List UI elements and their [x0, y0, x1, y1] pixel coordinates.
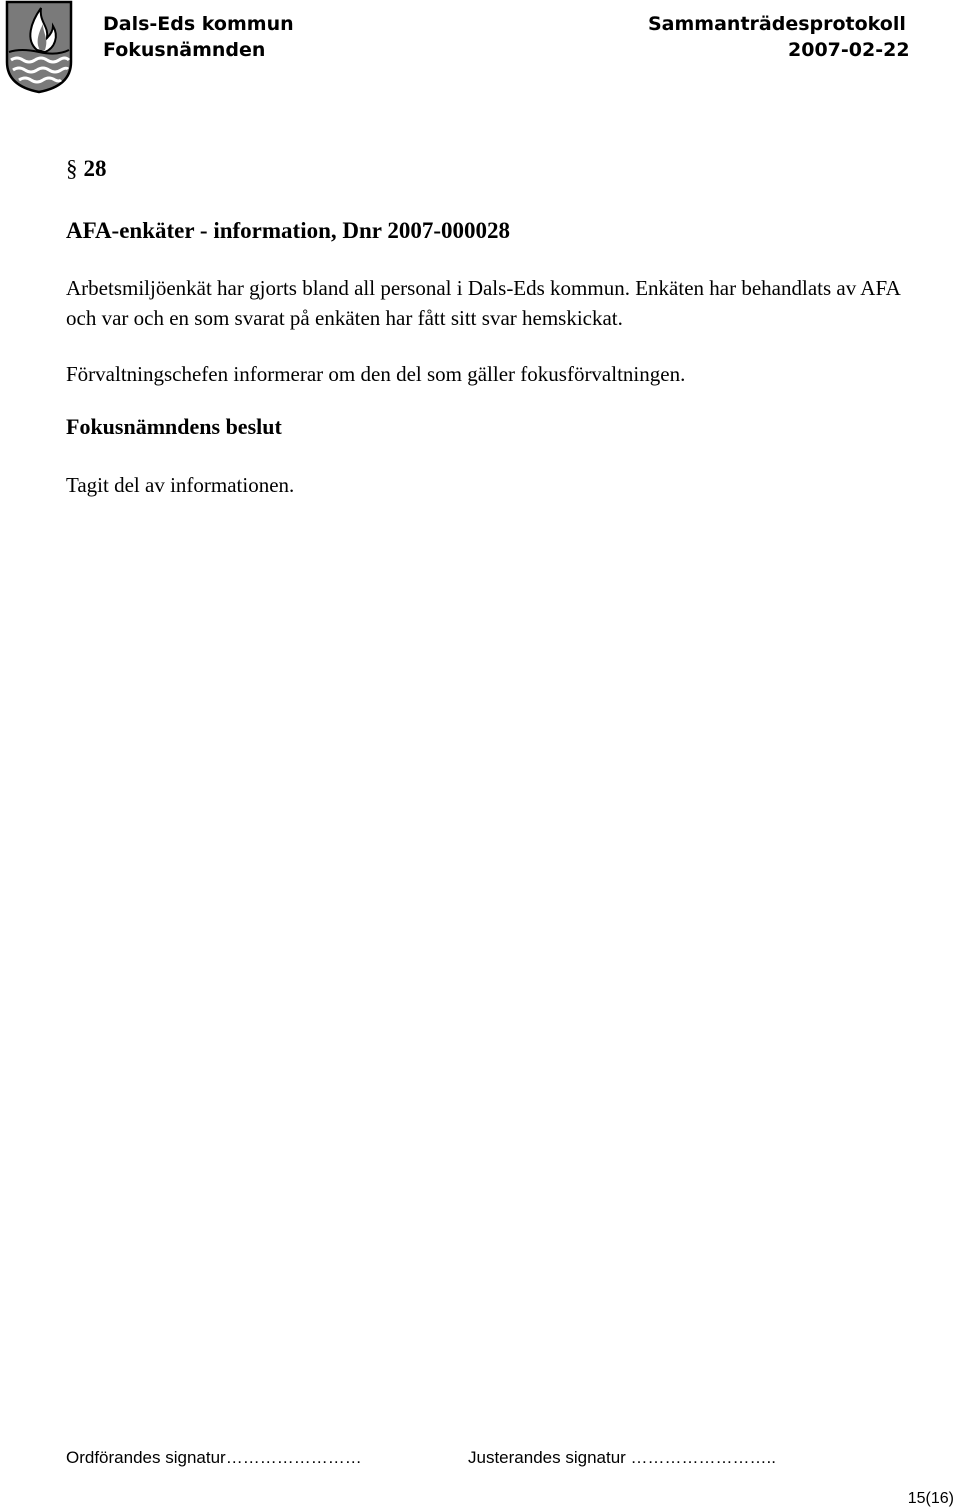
item-paragraph-2: Förvaltningschefen informerar om den del som gäller fokusförvaltningen.	[66, 362, 686, 386]
page-number: 15(16)	[907, 1490, 954, 1507]
header-document-type: Sammanträdesprotokoll	[648, 13, 906, 35]
header-date: 2007-02-22	[788, 39, 910, 61]
item-paragraph-1: Arbetsmiljöenkät har gjorts bland all personal i Dals-Eds kommun. Enkäten har behandlats av AFA och var och en som svarat på enkäten har fått sitt svar hemskickat.	[66, 276, 900, 330]
item-title: AFA-enkäter - information, Dnr 2007-000028	[66, 218, 510, 243]
municipal-coat-of-arms-icon	[3, 0, 75, 94]
decision-heading: Fokusnämndens beslut	[66, 414, 282, 439]
header-organization: Dals-Eds kommun	[103, 13, 294, 35]
section-symbol: §	[66, 156, 78, 181]
header-department: Fokusnämnden	[103, 39, 266, 61]
section-number	[66, 156, 107, 182]
chair-signature-line: Ordförandes signatur……………………	[66, 1448, 362, 1467]
decision-text: Tagit del av informationen.	[66, 473, 295, 497]
adjuster-signature-line: Justerandes signatur ……………………..	[468, 1448, 776, 1467]
section-number-value: 28	[83, 156, 107, 181]
